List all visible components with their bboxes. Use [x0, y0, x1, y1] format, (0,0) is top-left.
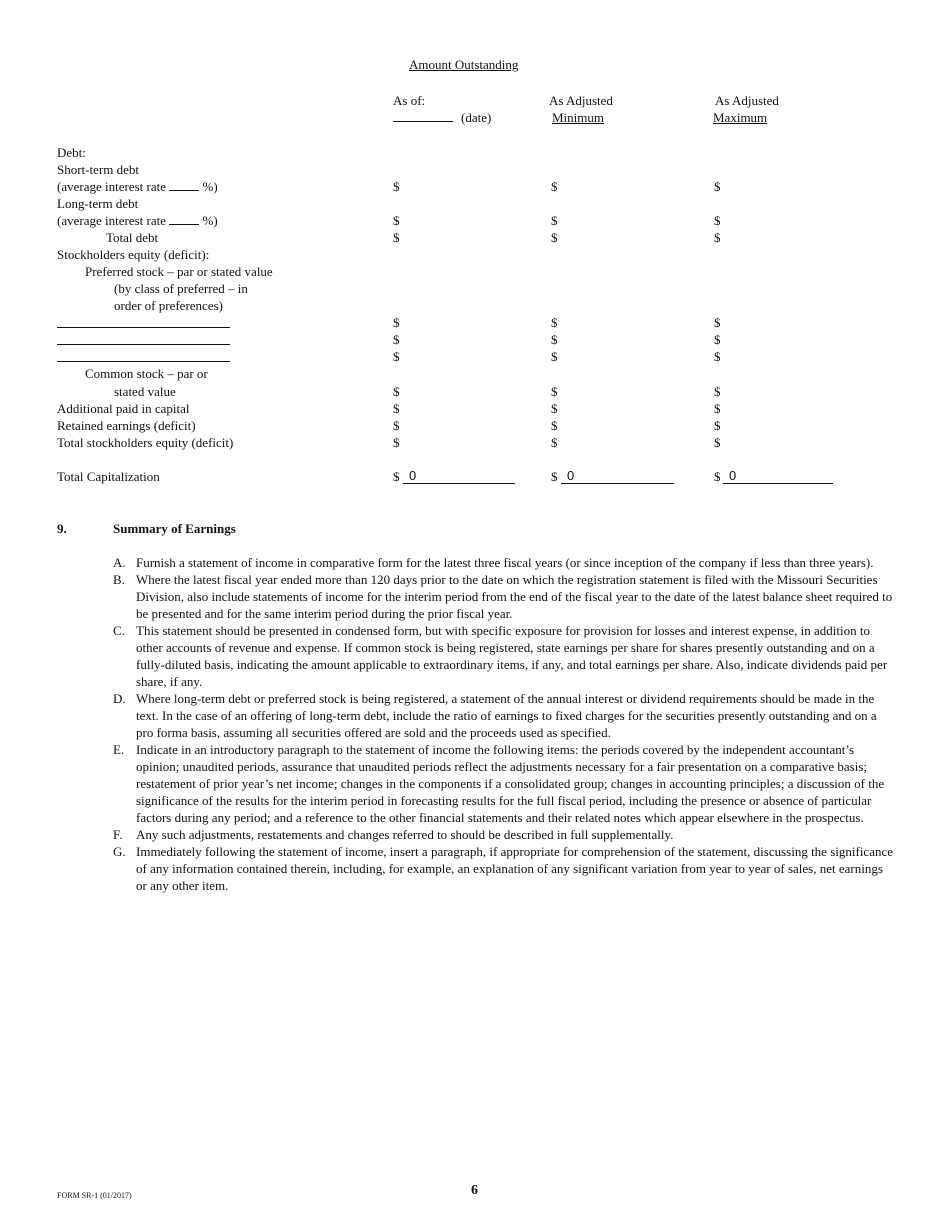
row-preferred-3: order of preferences) — [114, 298, 223, 313]
summary-list — [113, 554, 893, 894]
dollar-sign: $ — [393, 401, 400, 416]
dollar-sign: $ — [393, 213, 400, 228]
col-min-label: As Adjusted — [549, 93, 613, 108]
rate-prefix: (average interest rate — [57, 213, 166, 228]
item-letter: G. — [113, 844, 126, 859]
list-item — [113, 622, 893, 690]
rate-suffix: %) — [202, 179, 218, 194]
dollar-sign: $ — [393, 384, 400, 399]
total-cap-field-max[interactable] — [723, 467, 833, 484]
dollar-sign: $ — [551, 349, 558, 364]
footer-form-id: FORM SR-1 (01/2017) — [57, 1191, 132, 1200]
dollar-sign: $ — [714, 315, 721, 330]
row-retained: Retained earnings (deficit) — [57, 418, 196, 433]
col-max-sub: Maximum — [713, 110, 768, 125]
row-short-term-rate — [57, 178, 218, 195]
dollar-sign: $ — [393, 332, 400, 347]
col-max-label: As Adjusted — [715, 93, 779, 108]
section-title: Summary of Earnings — [113, 521, 236, 536]
dollar-sign: $ — [551, 418, 558, 433]
rate-blank — [169, 178, 199, 191]
row-stockholders: Stockholders equity (deficit): — [57, 247, 210, 262]
dollar-sign: $ — [393, 435, 400, 450]
item-text: Furnish a statement of income in comparative form for the latest three fiscal years (or since inception of the company if less than three years). — [136, 555, 874, 570]
item-letter: C. — [113, 623, 125, 638]
dollar-sign: $ — [551, 401, 558, 416]
row-common-2: stated value — [114, 384, 176, 399]
dollar-sign: $ — [714, 384, 721, 399]
section-number: 9. — [57, 521, 67, 536]
total-cap-field-asof[interactable] — [403, 467, 515, 484]
dollar-sign: $ — [714, 435, 721, 450]
row-long-term: Long-term debt — [57, 196, 139, 211]
dollar-sign: $ — [714, 213, 721, 228]
date-blank — [393, 109, 453, 122]
total-cap-value: 0 — [409, 468, 417, 483]
dollar-sign: $ — [551, 179, 558, 194]
list-item — [113, 826, 893, 843]
dollar-sign: $ — [393, 418, 400, 433]
preferred-class-blank-2[interactable] — [57, 344, 230, 345]
item-letter: D. — [113, 691, 126, 706]
dollar-sign: $ — [714, 418, 721, 433]
item-text: This statement should be presented in condensed form, but with specific exposure for provision for losses and interest expense, in addition to other accounts of revenue and expense. If common stock is being registered, state earnings per share for shares presently outstanding and on a fully-diluted basis, indicating the amount applicable to extraordinary items, if any, and total earnings per share. Also, indicate dividends paid per share, if any. — [136, 623, 888, 689]
total-cap-value: 0 — [567, 468, 575, 483]
list-item — [113, 554, 893, 571]
item-text: Indicate in an introductory paragraph to the statement of income the following items: the periods covered by the independent accountant’s opinion; unaudited periods, assurance that unaudited periods reflect the adjustments necessary for a fair presentation on a comparative basis; restatement of prior year’s net income; changes in the components if a consolidated group; changes in accounting principles; a discussion of the significance of the results for the interim period in forecasting results for the full fiscal period, including the presence or absence of particular factors during any period; and a reference to the other financial statements and their related notes which appear elsewhere in the prospectus. — [136, 742, 885, 825]
item-letter: F. — [113, 827, 123, 842]
dollar-sign: $ — [714, 230, 721, 245]
preferred-class-blank-3[interactable] — [57, 361, 230, 362]
item-text: Immediately following the statement of income, insert a paragraph, if appropriate for comprehension of the statement, discussing the significance of any information contained therein, including, for example, an explanation of any significant variation from year to year of sales, net earnings or any other item. — [136, 844, 894, 893]
dollar-sign: $ — [393, 469, 400, 484]
dollar-sign: $ — [551, 469, 558, 484]
rate-suffix: %) — [202, 213, 218, 228]
row-total-equity: Total stockholders equity (deficit) — [57, 435, 234, 450]
dollar-sign: $ — [714, 179, 721, 194]
row-total-cap: Total Capitalization — [57, 469, 160, 484]
col-as-of-label: As of: — [393, 93, 426, 108]
row-preferred-1: Preferred stock – par or stated value — [85, 264, 273, 279]
amount-outstanding-heading: Amount Outstanding — [409, 57, 519, 72]
row-total-debt: Total debt — [106, 230, 159, 245]
list-item — [113, 690, 893, 741]
list-item — [113, 571, 893, 622]
total-cap-value: 0 — [729, 468, 737, 483]
item-letter: B. — [113, 572, 125, 587]
dollar-sign: $ — [393, 230, 400, 245]
row-debt: Debt: — [57, 145, 86, 160]
page-number: 6 — [471, 1183, 478, 1198]
list-item — [113, 741, 893, 826]
dollar-sign: $ — [714, 332, 721, 347]
preferred-class-blank-1[interactable] — [57, 327, 230, 328]
item-letter: E. — [113, 742, 125, 757]
row-apic: Additional paid in capital — [57, 401, 190, 416]
row-common-1: Common stock – par or — [85, 366, 208, 381]
item-text: Any such adjustments, restatements and changes referred to should be described in full supplementally. — [136, 827, 674, 842]
dollar-sign: $ — [393, 315, 400, 330]
item-letter: A. — [113, 555, 126, 570]
date-label: (date) — [461, 110, 492, 125]
dollar-sign: $ — [551, 384, 558, 399]
dollar-sign: $ — [714, 349, 721, 364]
rate-prefix: (average interest rate — [57, 179, 166, 194]
dollar-sign: $ — [714, 469, 721, 484]
row-short-term: Short-term debt — [57, 162, 139, 177]
dollar-sign: $ — [551, 435, 558, 450]
row-long-term-rate — [57, 212, 218, 229]
dollar-sign: $ — [551, 230, 558, 245]
dollar-sign: $ — [714, 401, 721, 416]
col-as-of-date — [393, 109, 491, 126]
list-item — [113, 843, 893, 894]
dollar-sign: $ — [551, 332, 558, 347]
item-text: Where the latest fiscal year ended more than 120 days prior to the date on which the registration statement is filed with the Missouri Securities Division, also include statements of income for the interim period from the end of the fiscal year to the date of the latest balance sheet required to be presented and for the same interim period during the prior fiscal year. — [136, 572, 893, 621]
rate-blank — [169, 212, 199, 225]
item-text: Where long-term debt or preferred stock is being registered, a statement of the annual interest or dividend requirements should be made in the text. In the case of an offering of long-term debt, include the ratio of earnings to fixed charges for the securities presently outstanding and on a pro forma basis, assuming all securities offered are sold and the proceeds used as specified. — [136, 691, 877, 740]
dollar-sign: $ — [551, 315, 558, 330]
dollar-sign: $ — [551, 213, 558, 228]
col-min-sub: Minimum — [552, 110, 605, 125]
dollar-sign: $ — [393, 179, 400, 194]
row-preferred-2: (by class of preferred – in — [114, 281, 248, 296]
dollar-sign: $ — [393, 349, 400, 364]
total-cap-field-min[interactable] — [561, 467, 674, 484]
